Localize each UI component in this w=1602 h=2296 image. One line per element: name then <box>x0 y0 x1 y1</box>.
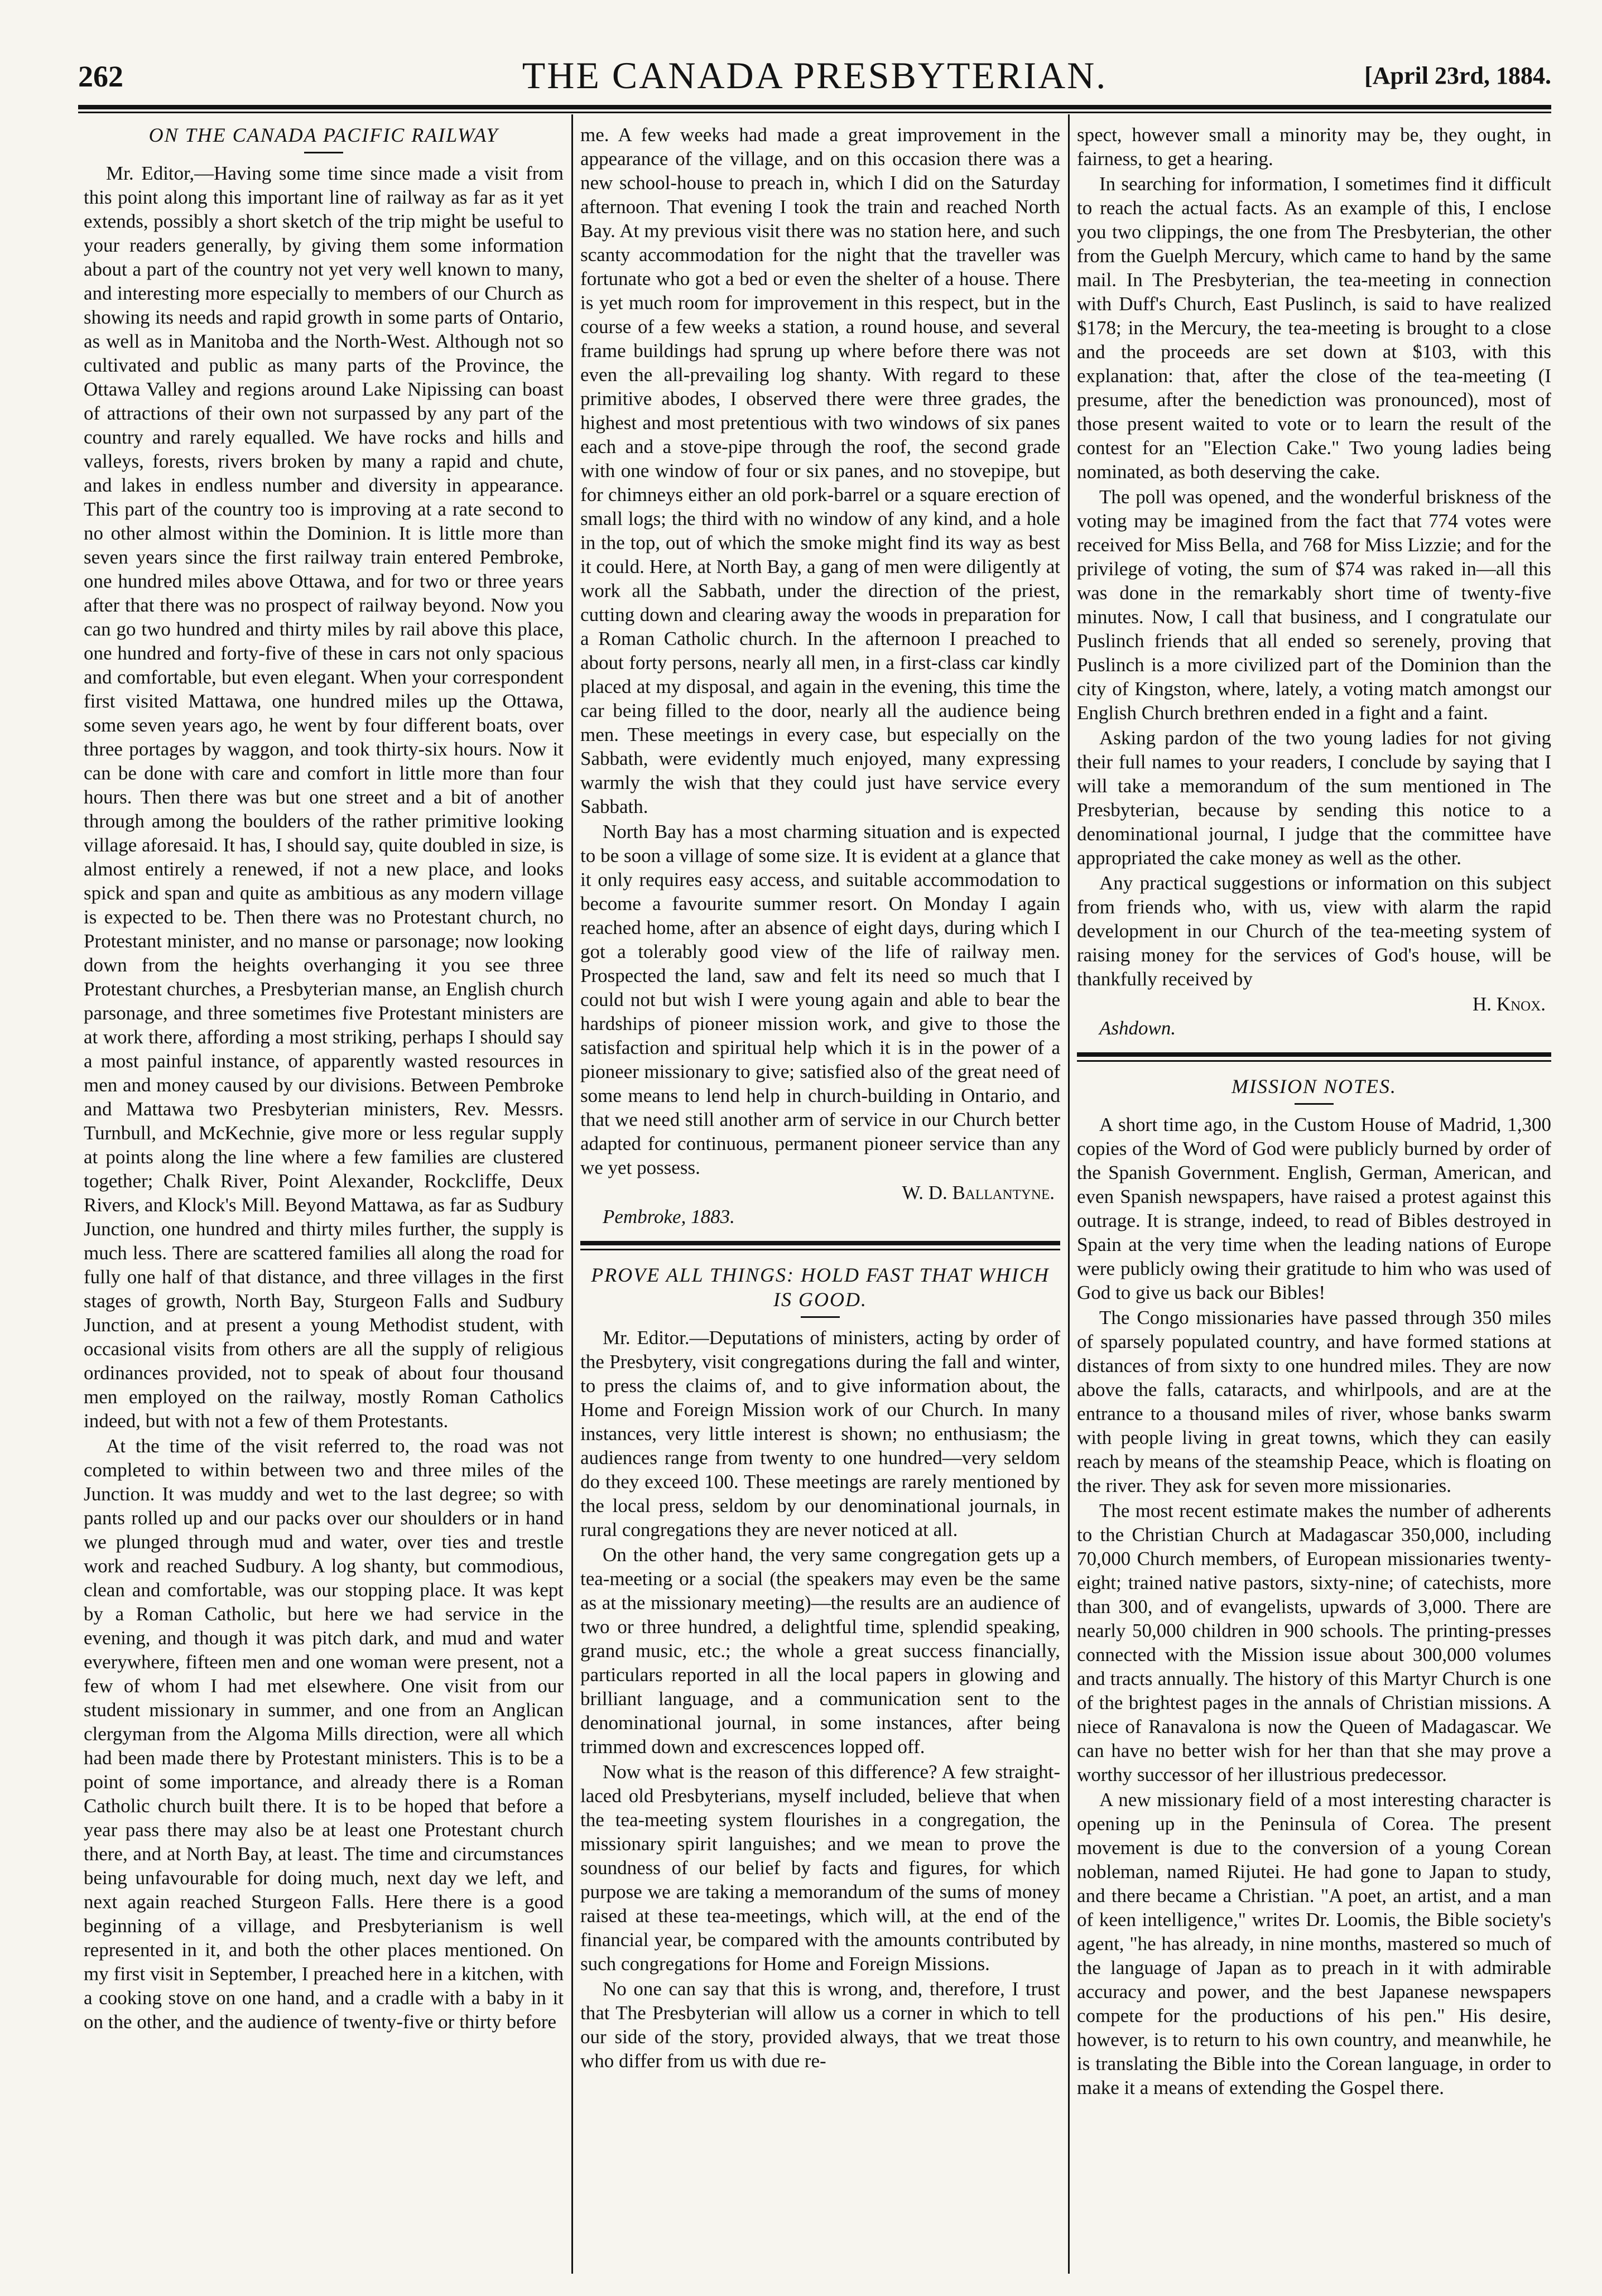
article-paragraph: The Congo missionaries have passed through 350 miles of sparsely populated country, and have formed stations at distances of from sixty to one hundred miles. They are now above the falls, cataracts, and whirlpools, and are at the entrance to a thousand miles of river, whose banks swarm with people living in great towns, which they can easily reach by means of the steamship Peace, which is floating on the river. They ask for seven more missionaries. <box>1077 1307 1551 1496</box>
article-paragraph: The most recent estimate makes the number of adherents to the Christian Church at Madagascar 350,000, including 70,000 Church members, of European missionaries twenty-eight; trained native pastors, sixty-nine; of catechists, more than 300, and of evangelists, upwards of 3,000. There are nearly 50,000 children in 900 schools. The printing-presses connected with the Mission issue about 300,000 volumes and tracts annually. The history of this Martyr Church is one of the brightest pages in the annals of Christian missions. A niece of Ranavalona is now the Queen of Madagascar. We can have no better wish for her than that she may prove a worthy successor of her illustrious predecessor. <box>1077 1500 1551 1785</box>
article-separator <box>1077 1052 1551 1062</box>
heading-dash <box>304 152 343 153</box>
column-divider-2 <box>1068 114 1070 2274</box>
dateline: Pembroke, 1883. <box>603 1206 735 1228</box>
header-rule-thick <box>78 105 1551 109</box>
article-paragraph: Mr. Editor.—Deputations of ministers, acting by order of the Presbytery, visit congregations during the fall and winter, to press the claims of, and to give information about, the Home and Foreign Mission work of our Church. In many instances, very little interest is shown; no enthusiasm; the audiences range from twenty to one hundred—very seldom do they exceed 100. These meetings are rarely mentioned by the local press, seldom by our denominational journals, in rural congregations they are never noticed at all. <box>580 1327 1060 1541</box>
column-2 <box>580 123 1060 2271</box>
newspaper-title: THE CANADA PRESBYTERIAN. <box>522 54 1108 97</box>
article-paragraph: No one can say that this is wrong, and, therefore, I trust that The Presbyterian will allow us a corner in which to tell our side of the story, provided always, that we treat those who differ from us with due re- <box>580 1978 1060 2072</box>
article-heading-mission-notes: MISSION NOTES. <box>1231 1075 1397 1098</box>
article-paragraph: A new missionary field of a most interesting character is opening up in the Peninsula of Corea. The present movement is due to the conversion of a young Corean nobleman, named Rijutei. He had gone to Japan to study, and there became a Christian. "A poet, an artist, and a man of keen intelligence," writes Dr. Loomis, the Bible society's agent, "he has already, in nine months, mastered so much of the language of Japan as to preach in it with admirable accuracy and power, and the best Japanese newspapers compete for the productions of his pen." His desire, however, is to return to his own country, and meanwhile, he is translating the Bible into the Corean language, in order to make it a means of extending the Gospel there. <box>1077 1789 1551 2098</box>
article-paragraph: Now what is the reason of this difference? A few straight-laced old Presbyterians, myself included, believe that when the tea-meeting system flourishes in a congregation, the missionary spirit languishes; and we mean to prove the soundness of our belief by facts and figures, for which purpose we are taking a memorandum of the sums of money raised at these tea-meetings, which will, at the end of the financial year, be compared with the amounts contributed by such congregations for Home and Foreign Missions. <box>580 1761 1060 1975</box>
article-paragraph: On the other hand, the very same congregation gets up a tea-meeting or a social (the speakers may even be the same as at the missionary meeting)—the results are an audience of two or three hundred, a delightful time, splendid speaking, grand music, etc.; the whole a great success financially, particulars reported in all the local papers in glowing and brilliant language, and a communication sent to the denominational journal, in some instances, after being trimmed down and excrescences lopped off. <box>580 1544 1060 1758</box>
author-signature: H. Knox. <box>1473 993 1546 1015</box>
article-paragraph: A short time ago, in the Custom House of Madrid, 1,300 copies of the Word of God were publicly burned by order of the Spanish Government. English, German, American, and even Spanish newspapers, have raised a protest against this outrage. It is strange, indeed, to read of Bibles destroyed in Spain at the very time when the leading nations of Europe were publicly owing their gratitude to him who was used of God to give us back our Bibles! <box>1077 1114 1551 1303</box>
article-paragraph: In searching for information, I sometimes find it difficult to reach the actual facts. As an example of this, I enclose you two clippings, the one from The Presbyterian, the other from the Guelph Mercury, which came to hand by the same mail. In The Presbyterian, the tea-meeting in connection with Duff's Church, East Puslinch, is said to have realized $178; in the Mercury, the tea-meeting is brought to a close and the proceeds are set down at $103, with this explanation: that, after the close of the tea-meeting (I presume, after the benediction was pronounced), most of those present waited to vote or to learn the result of the contest for an "Election Cake." Two young ladies being nominated, as both deserving the cake. <box>1077 173 1551 483</box>
article-paragraph: At the time of the visit referred to, the road was not completed to within between two and three miles of the Junction. It was muddy and wet to the last degree; so with pants rolled up and our packs over our shoulders or in hand we plunged through mud and water, over ties and trestle work and reached Sudbury. A log shanty, but commodious, clean and comfortable, was our stopping place. It was kept by a Roman Catholic, but here we had service in the evening, and though it was pitch dark, and mud and water everywhere, fifteen men and one woman were present, not a few of whom I had met elsewhere. One visit from our student missionary in summer, and one from an Anglican clergyman from the Algoma Mills direction, were all which had been made there by Protestant ministers. This is to be a point of some importance, and already there is a Roman Catholic church built there. It is to be hoped that before a year pass there may also be at least one Protestant church there, and at North Bay, at least. The time and circumstances being unfavourable for doing much, next day we left, and next again reached Sturgeon Falls. Here there is a good beginning of a village, and Presbyterianism is well represented in it, and both the other places mentioned. On my first visit in September, I preached here in a kitchen, with a cooking stove on one hand, and a cradle with a baby in it on the other, and the audience of twenty-five or thirty before <box>84 1435 564 2033</box>
issue-date: [April 23rd, 1884. <box>1364 62 1551 89</box>
dateline: Ashdown. <box>1099 1017 1176 1039</box>
article-paragraph: North Bay has a most charming situation and is expected to be soon a village of some size. It is evident at a glance that it only requires easy access, and suitable accommodation to become a favourite summer resort. On Monday I again reached home, after an absence of eight days, during which I got a tolerably good view of the life of railway men. Prospected the land, saw and felt its need so much that I could not but wish I were young again and able to bear the hardships of pioneer mission work, and give to those the satisfaction and spiritual help which it is in the power of a pioneer missionary to give; satisfied also of the great need of some means to lend help in church-building in Ontario, and that we need still another arm of service in our Church better adapted for continuous, permanent pioneer service than any we yet possess. <box>580 821 1060 1178</box>
article-heading-railway: ON THE CANADA PACIFIC RAILWAY <box>148 124 499 146</box>
column-divider-1 <box>571 114 573 2274</box>
article-paragraph: The poll was opened, and the wonderful briskness of the voting may be imagined from the fact that 774 votes were received for Miss Bella, and 768 for Miss Lizzie; and for the privilege of voting, the sum of $74 was raked in—all this was done in the remarkably short time of twenty-five minutes. Now, I call that business, and I congratulate our Puslinch friends that all ended so serenely, proving that Puslinch is a more civilized part of the Dominion than the city of Kingston, where, lately, a voting match amongst our English Church brethren ended in a fight and a faint. <box>1077 486 1551 724</box>
article-paragraph: Mr. Editor,—Having some time since made a visit from this point along this important line of railway as far as it yet extends, possibly a short sketch of the trip might be useful to your readers generally, by giving them some information about a part of the country not yet very well known to many, and interesting more especially to members of our Church as showing its needs and rapid growth in some parts of Ontario, as well as in Manitoba and the North-West. Although not so cultivated and public as many parts of the Province, the Ottawa Valley and regions around Lake Nipissing can boast of attractions of their own not surpassed by any part of the country and rarely equalled. We have rocks and hills and valleys, forests, rivers broken by many a rapid and chute, and lakes in endless number and diversity in appearance. This part of the country too is improving at a rate second to no other almost within the Dominion. It is little more than seven years since the first railway train entered Pembroke, one hundred miles above Ottawa, and for two or three years after that there was no prospect of railway beyond. Now you can go two hundred and thirty miles by rail above this place, one hundred and forty-five of these in cars not only spacious and comfortable, but even elegant. When your correspondent first visited Mattawa, one hundred miles up the Ottawa, some seven years ago, he went by four different boats, over three portages by waggon, and took thirty-six hours. Now it can be done with care and comfort in little more than four hours. Then there was but one street and a bit of another through among the boulders of the rather primitive looking village aforesaid. It has, I should say, quite doubled in size, is almost entirely a renewed, if not a new place, and looks spick and span and quite as ambitious as any modern village is expected to be. Then there was no Protestant church, no Protestant minister, and no manse or parsonage; now looking down from the heights overhanging it you see three Protestant churches, a Presbyterian manse, an English church parsonage, and three sometimes five Protestant ministers are at work there, affording a most striking, perhaps I should say a most painful instance, of apparently wasted resources in men and money caused by our divisions. Between Pembroke and Mattawa two Presbyterian ministers, Rev. Messrs. Turnbull, and McKechnie, give more or less regular supply at points along the line where a few families are clustered together; Chalk River, Point Alexander, Rockcliffe, Deux Rivers, and Klock's Mill. Beyond Mattawa, as far as Sudbury Junction, one hundred and thirty miles further, the supply is much less. There are scattered families all along the road for fully one half of that distance, and three villages in the first stages of growth, North Bay, Sturgeon Falls and Sudbury Junction, and at present a young Methodist student, with occasional visits from others are all the supply of religious ordinances provided, not to speak of about four thousand men employed on the railway, mostly Roman Catholics indeed, but with not a few of them Protestants. <box>84 162 564 1432</box>
header-rule-thin <box>78 112 1551 113</box>
page-number: 262 <box>78 60 123 93</box>
heading-dash <box>801 1316 840 1318</box>
article-paragraph: Asking pardon of the two young ladies for not giving their full names to your readers, I conclude by saying that I will take a memorandum of the sum mentioned in The Presbyterian, because by sending this notice to a denominational journal, I judge that the committee have appropriated the cake money as well as the other. <box>1077 727 1551 869</box>
article-separator <box>580 1241 1060 1250</box>
column-3 <box>1077 123 1551 2271</box>
column-1 <box>84 123 564 2271</box>
masthead <box>78 54 1551 104</box>
article-paragraph: spect, however small a minority may be, they ought, in fairness, to get a hearing. <box>1077 124 1551 170</box>
author-signature: W. D. Ballantyne. <box>902 1182 1055 1204</box>
heading-dash <box>1295 1103 1334 1105</box>
article-heading-prove-all-things: PROVE ALL THINGS: HOLD FAST THAT WHICH IS GOOD. <box>591 1264 1050 1311</box>
article-paragraph: Any practical suggestions or information on this subject from friends who, with us, view with alarm the rapid development in our Church of the tea-meeting system of raising money for the services of God's house, will be thankfully received by <box>1077 872 1551 990</box>
article-paragraph: me. A few weeks had made a great improvement in the appearance of the village, and on this occasion there was a new school-house to preach in, which I did on the Saturday afternoon. That evening I took the train and reached North Bay. At my previous visit there was no station here, and such scanty accommodation for the night that the traveller was fortunate who got a bed or even the shelter of a house. There is yet much room for improvement in this respect, but in the course of a few weeks a station, a round house, and several frame buildings had sprung up where before there was not even the all-prevailing log shanty. With regard to these primitive abodes, I observed there were three grades, the highest and most pretentious with two windows of six panes each and a stove-pipe through the roof, the second grade with one window of four or six panes, and no stovepipe, but for chimneys either an old pork-barrel or a square erection of small logs; the third with no window of any kind, and a hole in the top, out of which the smoke might find its way as best it could. Here, at North Bay, a gang of men were diligently at work all the Sabbath, under the direction of the priest, cutting down and clearing away the woods in preparation for a Roman Catholic church. In the afternoon I preached to about forty persons, nearly all men, in a first-class car kindly placed at my disposal, and again in the evening, this time the car being filled to the door, nearly all the audience being men. These meetings in every case, but especially on the Sabbath, were evidently much enjoyed, many expressing warmly the wish that they could just have service every Sabbath. <box>580 124 1060 817</box>
